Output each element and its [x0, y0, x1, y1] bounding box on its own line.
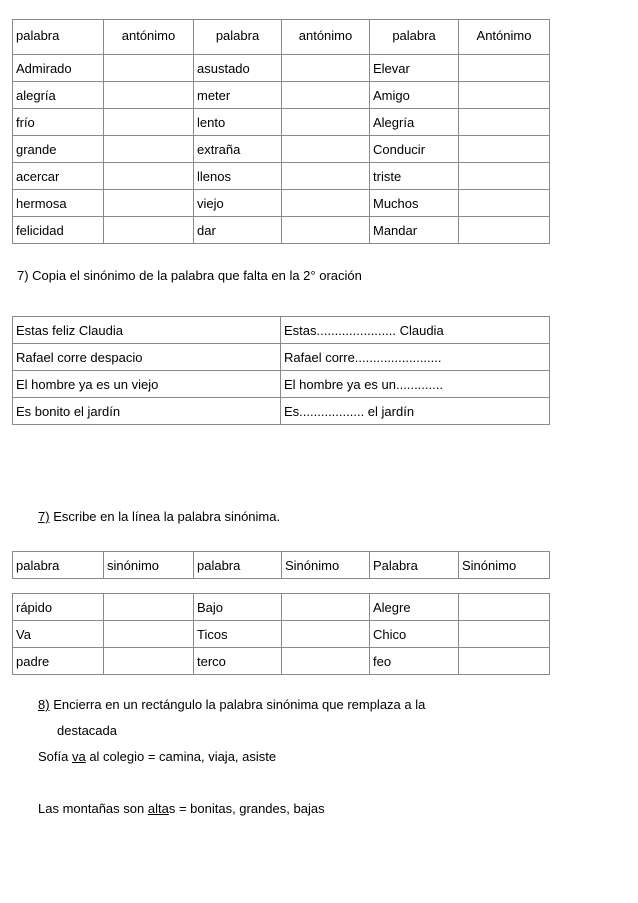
- table-cell: Es.................. el jardín: [281, 398, 550, 425]
- table-cell: Bajo: [194, 594, 282, 621]
- table-row: [13, 371, 550, 398]
- antonyms-table: [12, 19, 550, 244]
- section-8-title-line2: destacada: [57, 723, 117, 738]
- table-cell: [282, 109, 370, 136]
- table-cell: [104, 136, 194, 163]
- table-cell: [104, 594, 194, 621]
- table-cell: Estas...................... Claudia: [281, 317, 550, 344]
- table-row: [13, 621, 550, 648]
- table-row: [13, 190, 550, 217]
- table-header-cell: palabra: [194, 20, 282, 55]
- table-header-cell: antónimo: [104, 20, 194, 55]
- table-row: [13, 344, 550, 371]
- table-cell: triste: [370, 163, 459, 190]
- section-8-title-line1: Encierra en un rectángulo la palabra sinónima que remplaza a la: [53, 697, 426, 712]
- table-cell: Rafael corre despacio: [13, 344, 281, 371]
- example-2-before: Las montañas son: [38, 801, 148, 816]
- example-2-highlighted-word: alta: [147, 801, 169, 816]
- table-cell: Admirado: [13, 55, 104, 82]
- section-7-copy-title: 7) Copia el sinónimo de la palabra que falta en la 2° oración: [17, 268, 362, 283]
- table-row: [13, 55, 550, 82]
- table-cell: [104, 217, 194, 244]
- table-header-cell: sinónimo: [104, 552, 194, 579]
- table-cell: acercar: [13, 163, 104, 190]
- table-header-cell: palabra: [13, 552, 104, 579]
- table-row: [13, 136, 550, 163]
- table-cell: Rafael corre........................: [281, 344, 550, 371]
- table-cell: grande: [13, 136, 104, 163]
- table-cell: meter: [194, 82, 282, 109]
- table-header-cell: Sinónimo: [459, 552, 550, 579]
- table-cell: viejo: [194, 190, 282, 217]
- table-row: [13, 82, 550, 109]
- table-cell: Chico: [370, 621, 459, 648]
- table-cell: Ticos: [194, 621, 282, 648]
- table-cell: lento: [194, 109, 282, 136]
- section-8-title: [38, 697, 425, 712]
- table-cell: [459, 648, 550, 675]
- table-cell: [104, 621, 194, 648]
- synonyms-table: [12, 593, 550, 675]
- table-row: [13, 217, 550, 244]
- table-cell: [282, 594, 370, 621]
- table-cell: Muchos: [370, 190, 459, 217]
- table-cell: Amigo: [370, 82, 459, 109]
- table-header-cell: palabra: [370, 20, 459, 55]
- table-cell: El hombre ya es un viejo: [13, 371, 281, 398]
- table-cell: [459, 55, 550, 82]
- table-row: [13, 317, 550, 344]
- example-2-after: s = bonitas, grandes, bajas: [168, 801, 325, 816]
- example-sentence-1: [38, 749, 276, 764]
- table-cell: [282, 648, 370, 675]
- section-7-write-title: [38, 509, 280, 524]
- table-row: [13, 398, 550, 425]
- table-cell: [282, 190, 370, 217]
- example-sentence-2: [38, 801, 325, 816]
- table-cell: rápido: [13, 594, 104, 621]
- table-cell: El hombre ya es un.............: [281, 371, 550, 398]
- table-cell: [104, 55, 194, 82]
- table-row: [13, 163, 550, 190]
- table-header-cell: Antónimo: [459, 20, 550, 55]
- table-cell: Alegría: [370, 109, 459, 136]
- table-cell: [282, 217, 370, 244]
- table-cell: Mandar: [370, 217, 459, 244]
- sentence-pairs-table: [12, 316, 550, 425]
- example-1-highlighted-word: va: [71, 749, 86, 764]
- table-cell: asustado: [194, 55, 282, 82]
- table-row: [13, 648, 550, 675]
- table-header-cell: antónimo: [282, 20, 370, 55]
- table-cell: padre: [13, 648, 104, 675]
- table-cell: [459, 594, 550, 621]
- table-cell: Va: [13, 621, 104, 648]
- table-cell: [282, 55, 370, 82]
- table-cell: [459, 217, 550, 244]
- table-cell: feo: [370, 648, 459, 675]
- table-cell: dar: [194, 217, 282, 244]
- table-row: [13, 20, 550, 55]
- section-7-number: 7): [38, 509, 50, 524]
- table-cell: [459, 190, 550, 217]
- table-cell: Es bonito el jardín: [13, 398, 281, 425]
- table-cell: Elevar: [370, 55, 459, 82]
- table-cell: [459, 163, 550, 190]
- table-cell: [104, 82, 194, 109]
- example-1-after: al colegio = camina, viaja, asiste: [85, 749, 277, 764]
- table-header-cell: Palabra: [370, 552, 459, 579]
- table-cell: [104, 109, 194, 136]
- example-1-before: Sofía: [38, 749, 72, 764]
- table-cell: llenos: [194, 163, 282, 190]
- table-cell: alegría: [13, 82, 104, 109]
- table-header-cell: palabra: [13, 20, 104, 55]
- table-cell: Conducir: [370, 136, 459, 163]
- table-header-cell: palabra: [194, 552, 282, 579]
- table-cell: [104, 163, 194, 190]
- table-cell: felicidad: [13, 217, 104, 244]
- table-cell: [459, 82, 550, 109]
- table-cell: frío: [13, 109, 104, 136]
- table-row: [13, 109, 550, 136]
- table-cell: [282, 621, 370, 648]
- table-cell: hermosa: [13, 190, 104, 217]
- section-8-number: 8): [38, 697, 50, 712]
- table-row: [13, 552, 550, 579]
- table-cell: [459, 136, 550, 163]
- section-7-write-text: Escribe en la línea la palabra sinónima.: [53, 509, 281, 524]
- table-header-cell: Sinónimo: [282, 552, 370, 579]
- table-cell: Alegre: [370, 594, 459, 621]
- table-cell: terco: [194, 648, 282, 675]
- table-cell: [104, 190, 194, 217]
- table-cell: [459, 621, 550, 648]
- table-cell: [282, 136, 370, 163]
- table-cell: extraña: [194, 136, 282, 163]
- table-cell: [282, 163, 370, 190]
- table-cell: [104, 648, 194, 675]
- synonyms-header-table: [12, 551, 550, 579]
- table-row: [13, 594, 550, 621]
- table-cell: [459, 109, 550, 136]
- table-cell: [282, 82, 370, 109]
- table-cell: Estas feliz Claudia: [13, 317, 281, 344]
